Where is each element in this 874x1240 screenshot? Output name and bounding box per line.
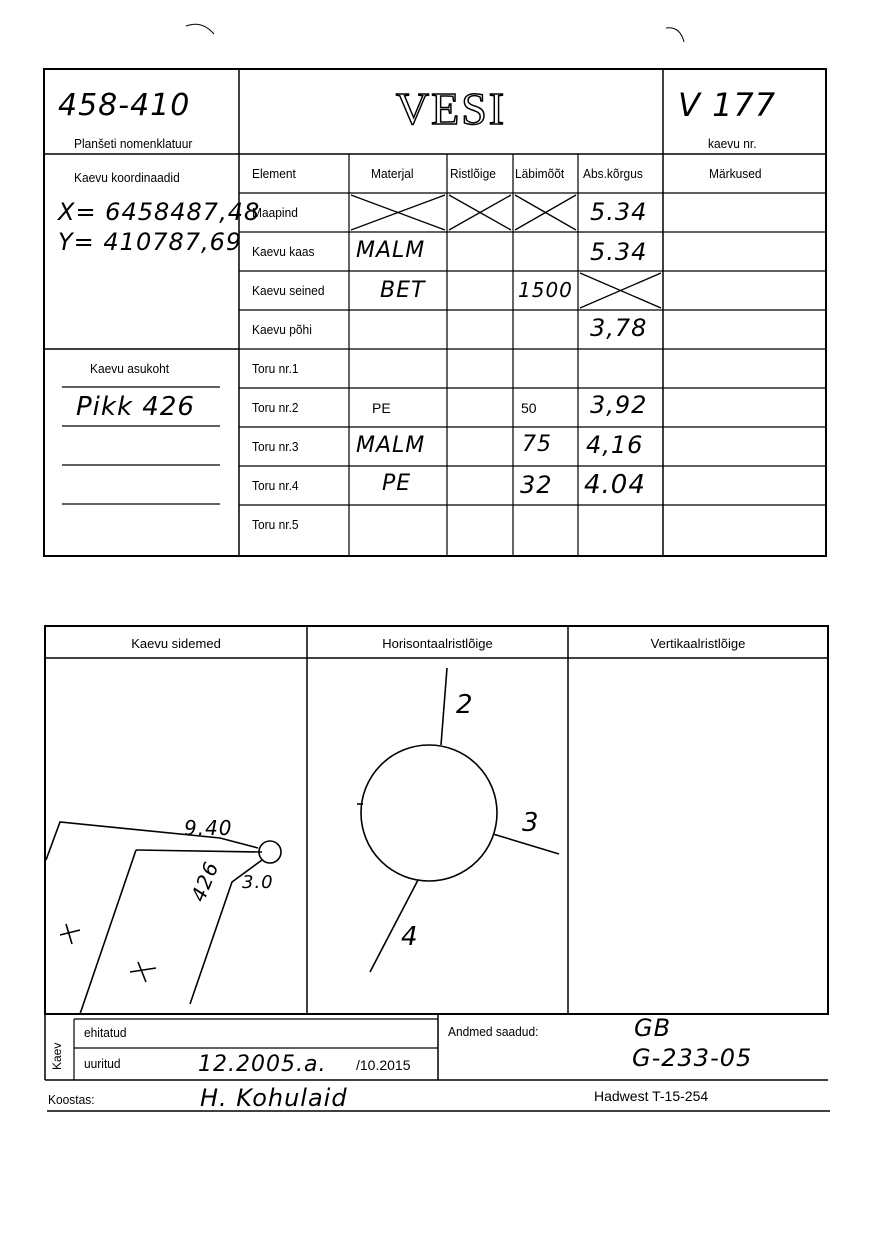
diameter-value: 32 <box>520 471 553 499</box>
tie-distance-label: 9.40 <box>184 816 233 840</box>
coordinate-x: X= 6458487,48 <box>58 198 261 226</box>
diameter-value: 1500 <box>518 278 573 302</box>
coordinate-y: Y= 410787,69 <box>58 228 243 256</box>
street-number-label: 426 <box>186 857 224 905</box>
abs-height-value: 4.04 <box>584 470 646 500</box>
table-row-element: Kaevu põhi <box>252 322 312 337</box>
well-number-value: V 177 <box>678 86 777 124</box>
column-header-cross-section: Ristlõige <box>450 166 496 181</box>
abs-height-value: 5.34 <box>590 238 648 266</box>
pipe-label: 4 <box>401 922 419 952</box>
material-value: PE <box>382 471 412 496</box>
material-value: PE <box>372 400 391 416</box>
data-source-value: G-233-05 <box>632 1044 753 1072</box>
well-number-label: kaevu nr. <box>708 136 757 151</box>
tie-mark-label <box>56 950 66 966</box>
nomenclature-value: 458-410 <box>58 88 191 123</box>
table-row-element: Kaevu kaas <box>252 244 315 259</box>
surveyed-date-typed: /10.2015 <box>356 1057 411 1073</box>
table-row-element: Toru nr.2 <box>252 400 299 415</box>
abs-height-value: 4,16 <box>586 431 644 459</box>
table-row-element: Maapind <box>252 205 298 220</box>
section-ties-header: Kaevu sidemed <box>131 636 221 651</box>
material-value: MALM <box>356 238 426 263</box>
table-row-element: Toru nr.3 <box>252 439 299 454</box>
column-header-diameter: Läbimõõt <box>515 166 565 181</box>
diameter-value: 50 <box>521 400 537 416</box>
pipe-label: 2 <box>456 690 474 720</box>
section-horizontal-header: Horisontaalristlõige <box>382 636 493 651</box>
data-source-label: Andmed saadud: <box>448 1024 539 1039</box>
surveyed-date-handwritten: 12.2005.a. <box>198 1052 327 1077</box>
well-side-label: Kaev <box>50 1042 64 1070</box>
tie-distance-label: 3.0 <box>242 872 274 893</box>
abs-height-value: 3,92 <box>590 391 648 419</box>
location-value: Pikk 426 <box>76 392 195 422</box>
column-header-abs-height: Abs.kõrgus <box>583 166 643 181</box>
reference-code: Hadwest T-15-254 <box>594 1088 709 1104</box>
column-header-material: Materjal <box>371 166 414 181</box>
location-label: Kaevu asukoht <box>90 361 170 376</box>
column-header-element: Element <box>252 166 296 181</box>
diameter-value: 75 <box>522 432 552 457</box>
nomenclature-label: Planšeti nomenklatuur <box>74 136 193 151</box>
column-header-notes: Märkused <box>709 166 762 181</box>
abs-height-value: 3,78 <box>590 314 648 342</box>
surveyed-label: uuritud <box>84 1056 121 1071</box>
page-title: VESI <box>395 83 507 134</box>
data-source-value: GB <box>634 1014 672 1042</box>
compiled-by-signature: H. Kohulaid <box>200 1084 348 1112</box>
built-label: ehitatud <box>84 1025 127 1040</box>
section-vertical-header: Vertikaalristlõige <box>650 636 746 651</box>
table-row-element: Toru nr.5 <box>252 517 299 532</box>
material-value: MALM <box>356 433 426 458</box>
compiled-by-label: Koostas: <box>48 1092 95 1107</box>
coordinates-label: Kaevu koordinaadid <box>74 170 180 185</box>
abs-height-value: 5.34 <box>590 198 648 226</box>
table-row-element: Toru nr.4 <box>252 478 299 493</box>
material-value: BET <box>380 278 426 303</box>
table-row-element: Toru nr.1 <box>252 361 299 376</box>
tie-mark-label <box>130 986 140 1002</box>
table-row-element: Kaevu seined <box>252 283 325 298</box>
pipe-label: 3 <box>522 808 540 838</box>
